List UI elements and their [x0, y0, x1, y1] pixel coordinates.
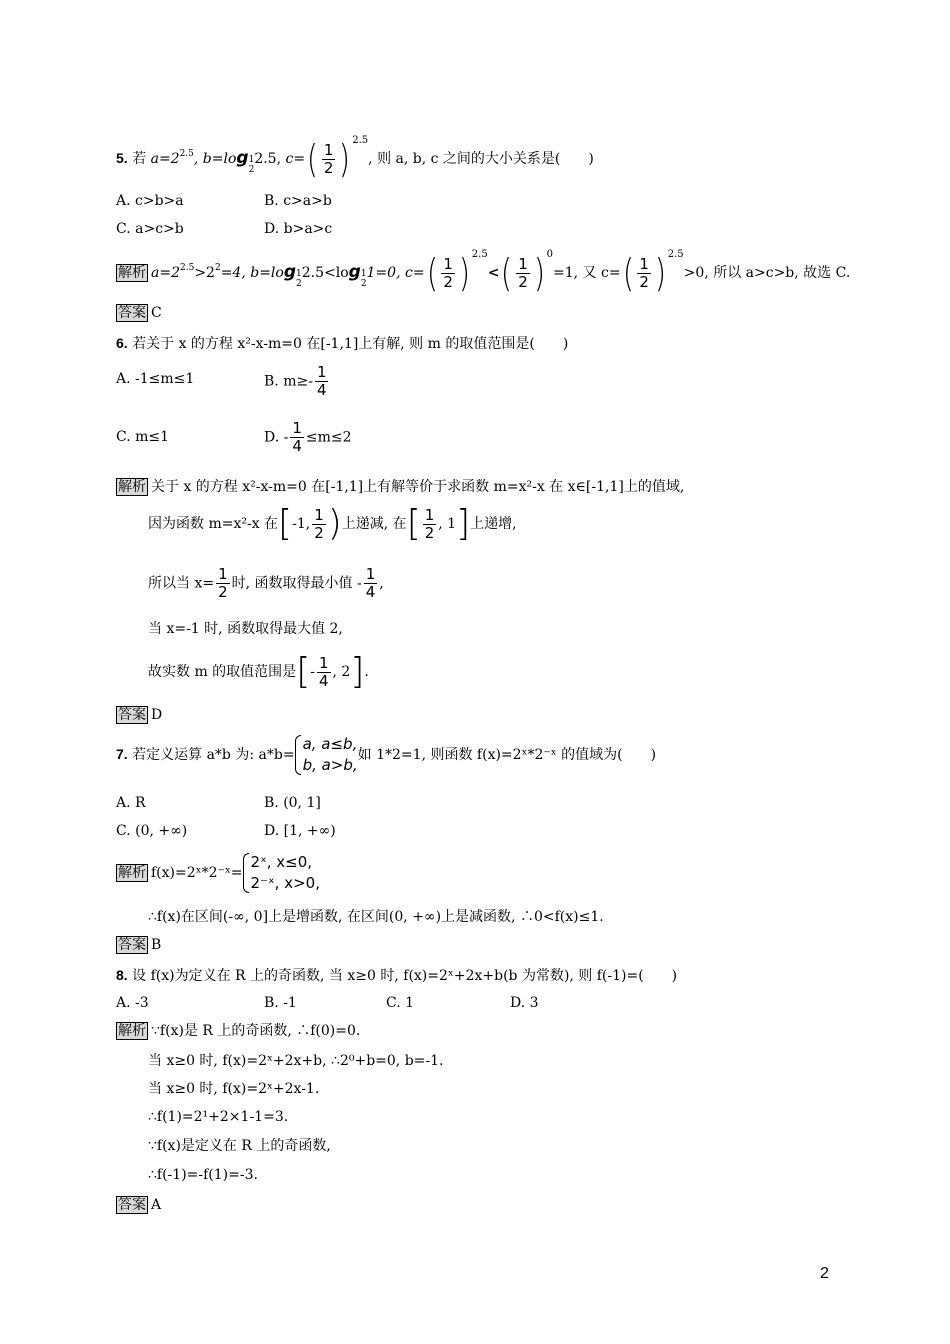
fraction: $\frac{1}{2}$ [314, 505, 324, 542]
q8-analysis-line3: 当 x≥0 时, f(x)=2ˣ+2x-1. [148, 1081, 320, 1097]
q5-answer: 答案 C [118, 305, 162, 321]
analysis-tag: 解析 [118, 865, 146, 881]
q6-stem: 6. 若关于 x 的方程 x²-x-m=0 在[-1,1]上有解, 则 m 的取值范围是( ) [116, 335, 569, 352]
q8-answer: 答案 A [118, 1197, 162, 1213]
piecewise-definition: 2ˣ, x≤0, 2⁻ˣ, x>0, [243, 852, 320, 894]
fraction: $\frac{1}{2}$ [639, 254, 649, 291]
q8-analysis-line5: ∵f(x)是定义在 R 上的奇函数, [148, 1138, 331, 1154]
q6-option-b: B. m≥- $\frac{1}{4}$ [264, 363, 327, 399]
analysis-tag: 解析 [118, 1023, 146, 1039]
q6-analysis-line2: 因为函数 m=x²-x 在[-1, $\frac{1}{2}$ )上递减, 在[ $\frac{1}{2}$ , 1]上递增, [148, 503, 517, 544]
q5-option-a: A. c>b>a [116, 193, 184, 209]
q6-option-c: C. m≤1 [116, 429, 170, 445]
q7-option-a: A. R [116, 795, 146, 811]
q8-analysis-line6: ∴f(-1)=-f(1)=-3. [148, 1167, 258, 1183]
piecewise-definition: a, a≤b, b, a>b, [295, 734, 358, 776]
fraction: $\frac{1}{2}$ [424, 505, 435, 542]
q8-analysis-line4: ∴f(1)=2¹+2×1-1=3. [148, 1109, 289, 1125]
answer-tag: 答案 [118, 707, 146, 723]
answer-tag: 答案 [118, 937, 146, 953]
q5-analysis: 解析 $a=2^{2.5}>2^2=4$, b=log1 22.5<log1 21=0, c=( $\frac{1}{2}$ ) $^{2.5}$<( $\frac{1}{2}$ ) $^0$=1, 又 c=( $\frac{1}{2}$ ) $^{2.5}$>0, 所以 a>c>b, 故选 C. [118, 249, 851, 295]
q6-analysis-line4: 当 x=-1 时, 函数取得最大值 2, [148, 621, 343, 637]
q5-stem: 5. 若 $a=2^{2.5}$, b=log1 22.5, c=( $\frac{1}{2}$ ) $^{2.5}$, 则 a, b, c 之间的大小关系是( ) [116, 135, 594, 181]
q8-analysis-line1: 解析 ∵f(x)是 R 上的奇函数, ∴f(0)=0. [118, 1023, 361, 1039]
fraction: $\frac{1}{4}$ [318, 653, 329, 690]
fraction: $\frac{1}{2}$ [518, 254, 528, 291]
answer-tag: 答案 [118, 1197, 146, 1213]
fraction: $\frac{1}{4}$ [365, 565, 376, 601]
q7-option-d: D. [1, +∞) [264, 823, 336, 839]
q8-stem: 8. 设 f(x)为定义在 R 上的奇函数, 当 x≥0 时, f(x)=2ˣ+2x+b(b 为常数), 则 f(-1)=( ) [116, 967, 678, 984]
page-number: 2 [820, 1265, 829, 1282]
q7-option-b: B. (0, 1] [264, 795, 321, 811]
q6-analysis-line3: 所以当 x= $\frac{1}{2}$ 时, 函数取得最小值 - $\frac{1}{4}$ , [148, 565, 384, 601]
q7-answer: 答案 B [118, 937, 162, 953]
q8-option-c: C. 1 [386, 995, 415, 1011]
q7-analysis-line2: ∴f(x)在区间(-∞, 0]上是增函数, 在区间(0, +∞)上是减函数, ∴0<f(x)≤1. [148, 909, 604, 925]
q5-option-d: D. b>a>c [264, 221, 333, 237]
fraction: $\frac{1}{2}$ [218, 565, 228, 601]
fraction: $\frac{1}{4}$ [316, 363, 327, 399]
q7-stem: 7. 若定义运算 a*b 为: a*b= a, a≤b, b, a>b, 如 1*2=1, 则函数 f(x)=2ˣ*2⁻ˣ 的值域为( ) [116, 735, 657, 774]
q7-analysis: 解析 f(x)=2ˣ*2⁻ˣ= 2ˣ, x≤0, 2⁻ˣ, x>0, [118, 853, 320, 892]
q5-option-b: B. c>a>b [264, 193, 332, 209]
fraction: $\frac{1}{4}$ [292, 419, 302, 455]
analysis-tag: 解析 [118, 479, 146, 495]
q8-option-a: A. -3 [116, 995, 149, 1011]
q6-analysis-line1: 解析 关于 x 的方程 x²-x-m=0 在[-1,1]上有解等价于求函数 m=x²-x 在 x∈[-1,1]上的值域, [118, 479, 685, 495]
analysis-tag: 解析 [118, 265, 146, 281]
q6-option-d: D. - $\frac{1}{4}$ ≤m≤2 [264, 419, 352, 455]
q5-option-c: C. a>c>b [116, 221, 184, 237]
q8-option-d: D. 3 [510, 995, 539, 1011]
answer-tag: 答案 [118, 305, 146, 321]
q6-option-a: A. -1≤m≤1 [116, 371, 195, 387]
q8-analysis-line2: 当 x≥0 时, f(x)=2ˣ+2x+b, ∴2⁰+b=0, b=-1. [148, 1053, 444, 1069]
fraction: $\frac{1}{2}$ [443, 254, 453, 291]
q6-answer: 答案 D [118, 707, 163, 723]
q7-option-c: C. (0, +∞) [116, 823, 188, 839]
fraction: $\frac{1}{2}$ [323, 140, 334, 177]
q8-option-b: B. -1 [264, 995, 297, 1011]
q6-analysis-line5: 故实数 m 的取值范围是[- $\frac{1}{4}$ , 2]. [148, 651, 369, 692]
